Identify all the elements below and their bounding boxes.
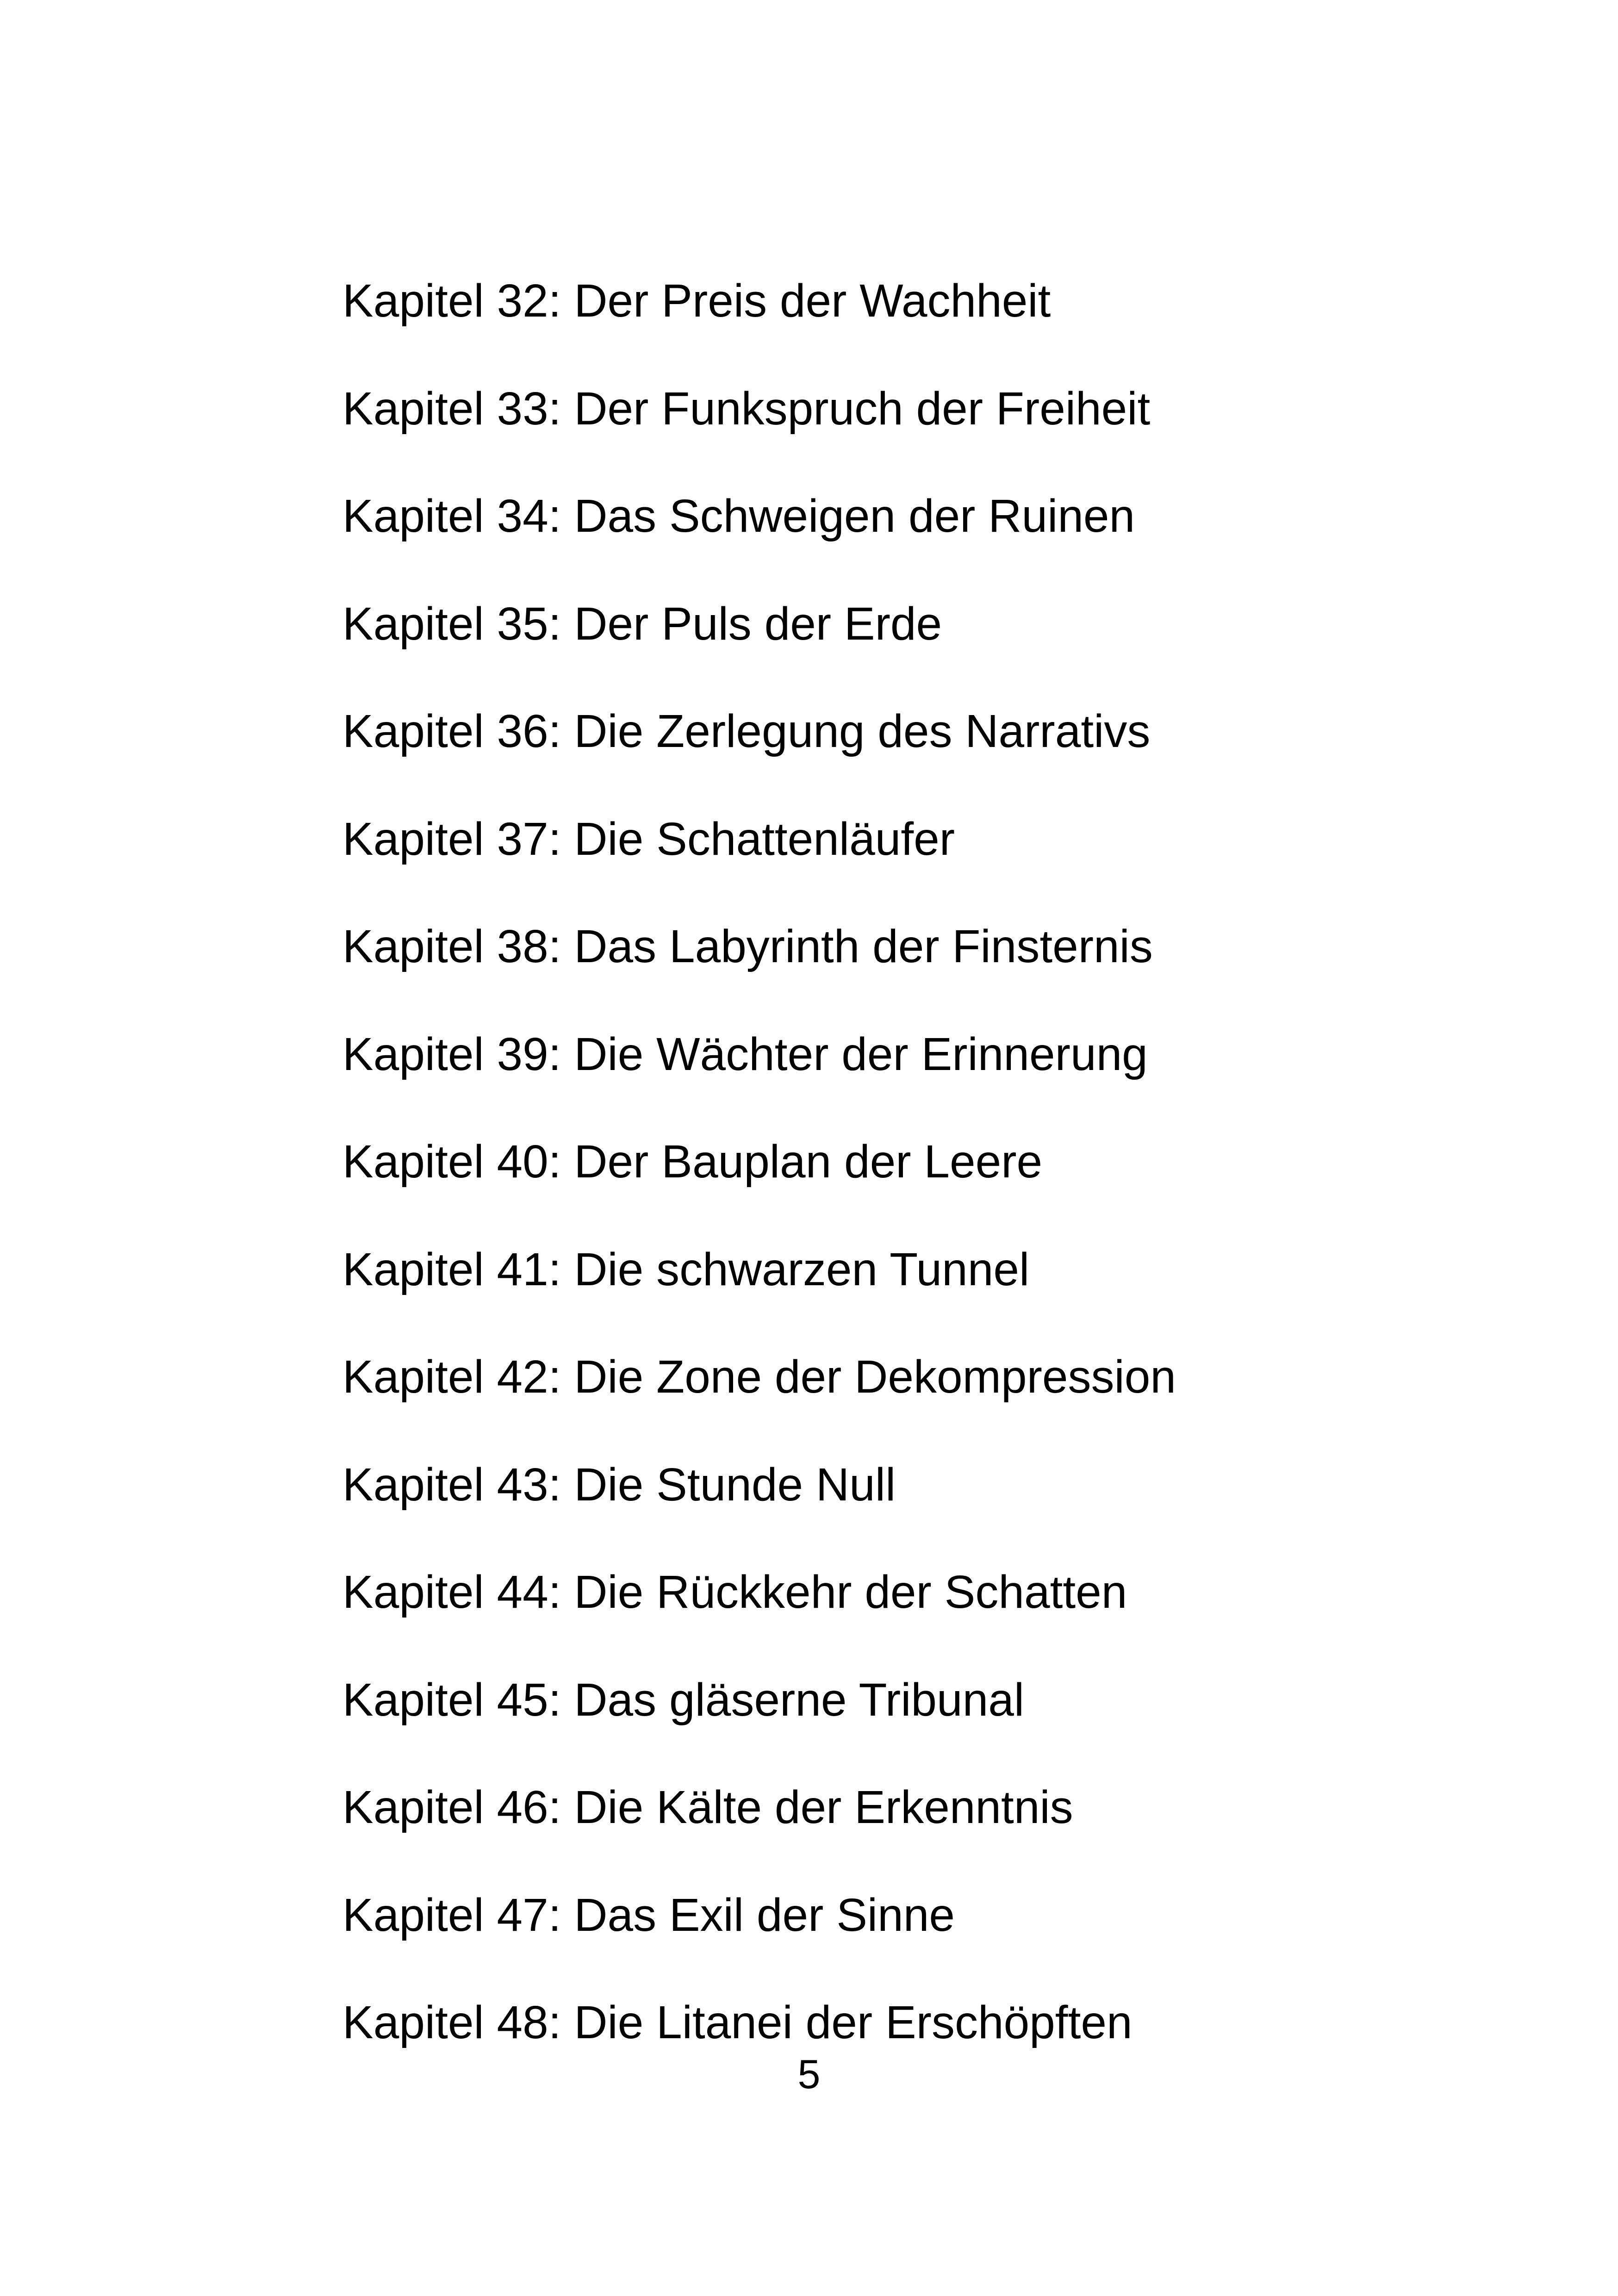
toc-entry: Kapitel 47: Das Exil der Sinne bbox=[342, 1889, 955, 1941]
toc-entry: Kapitel 34: Das Schweigen der Ruinen bbox=[342, 490, 1135, 542]
toc-entry: Kapitel 35: Der Puls der Erde bbox=[342, 597, 942, 650]
table-of-contents bbox=[342, 266, 1176, 2096]
toc-entry: Kapitel 42: Die Zone der Dekompression bbox=[342, 1351, 1176, 1403]
toc-entry: Kapitel 37: Die Schattenläufer bbox=[342, 813, 955, 865]
page-number: 5 bbox=[797, 2051, 821, 2097]
toc-entry: Kapitel 32: Der Preis der Wachheit bbox=[342, 275, 1051, 327]
toc-entry: Kapitel 46: Die Kälte der Erkenntnis bbox=[342, 1781, 1073, 1833]
toc-entry: Kapitel 41: Die schwarzen Tunnel bbox=[342, 1243, 1030, 1295]
toc-entry: Kapitel 48: Die Litanei der Erschöpften bbox=[342, 1997, 1133, 2048]
toc-entry: Kapitel 38: Das Labyrinth der Finsternis bbox=[342, 921, 1153, 972]
toc-entry: Kapitel 39: Die Wächter der Erinnerung bbox=[342, 1028, 1148, 1080]
toc-entry: Kapitel 36: Die Zerlegung des Narrativs bbox=[342, 705, 1151, 757]
toc-entry: Kapitel 33: Der Funkspruch der Freiheit bbox=[342, 382, 1151, 435]
toc-entry: Kapitel 40: Der Bauplan der Leere bbox=[342, 1136, 1043, 1188]
toc-entry: Kapitel 43: Die Stunde Null bbox=[342, 1458, 896, 1511]
toc-entry: Kapitel 44: Die Rückkehr der Schatten bbox=[342, 1566, 1127, 1618]
toc-entry: Kapitel 45: Das gläserne Tribunal bbox=[342, 1674, 1025, 1726]
